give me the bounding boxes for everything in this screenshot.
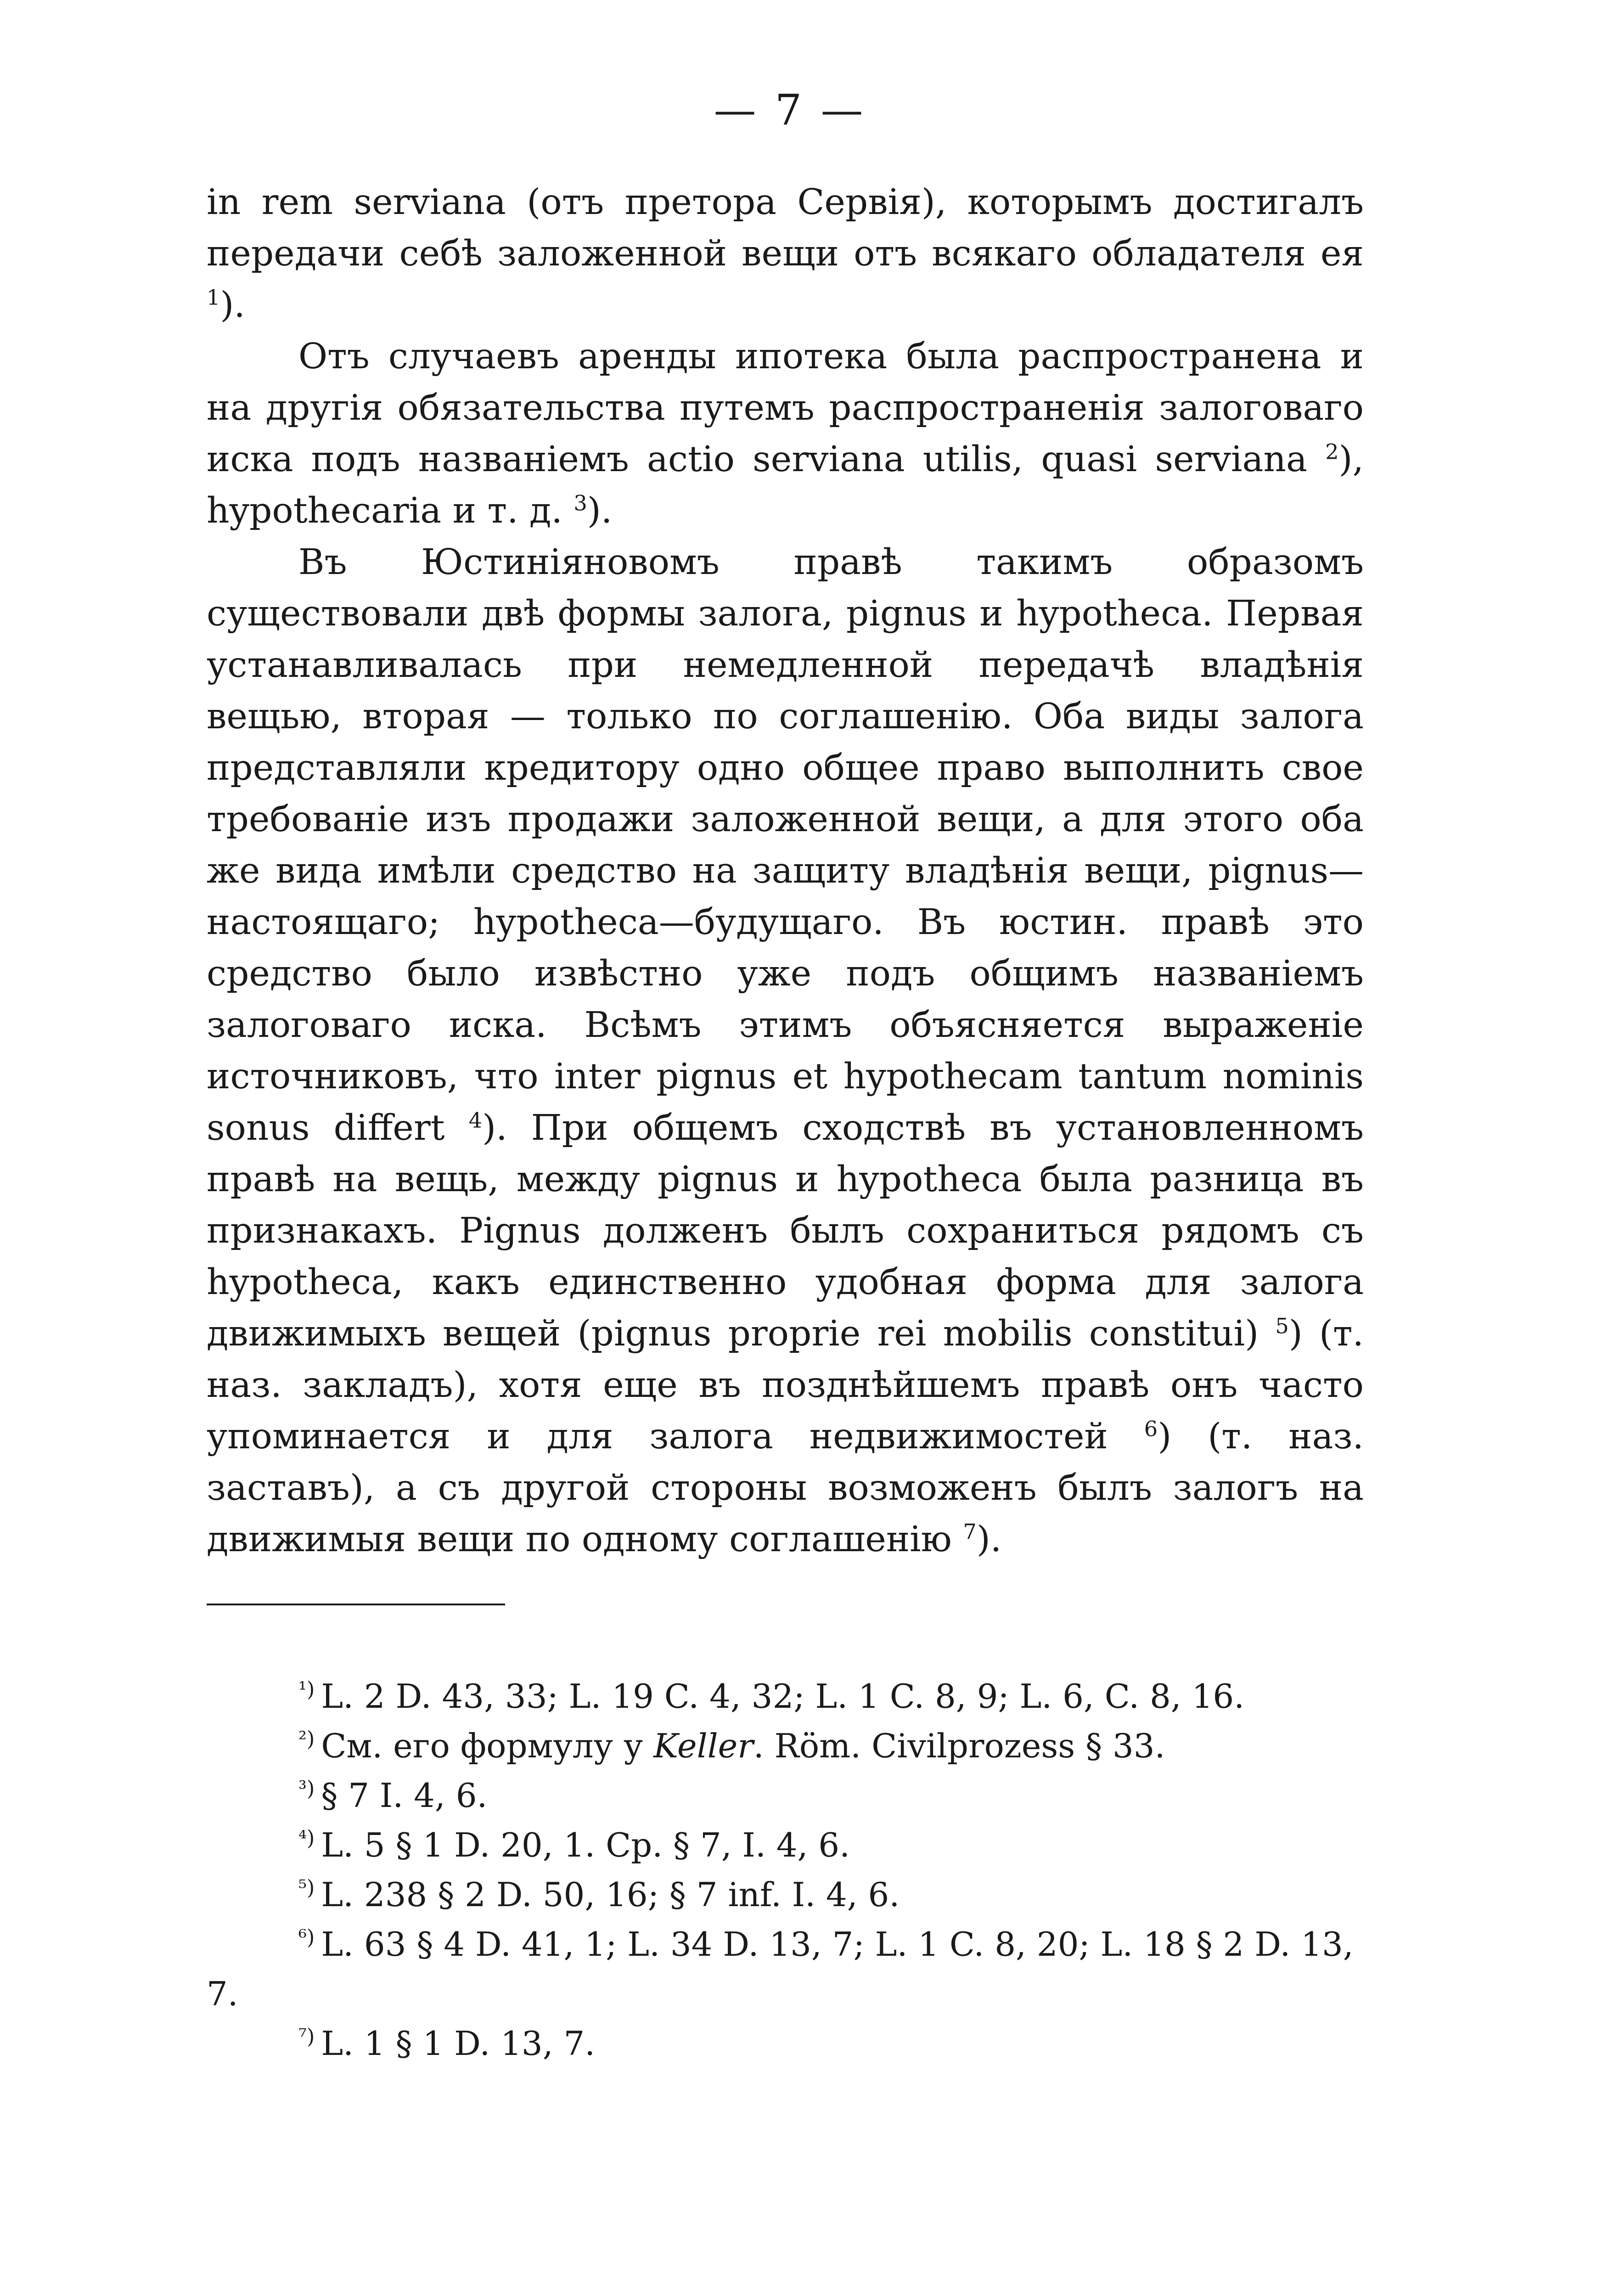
paragraph-text: Въ Юстиніяновомъ правѣ такимъ образомъ существовали двѣ формы залога, pignus и hypotheca. Первая устанавливалась при немедленной передачѣ владѣнія вещью, вторая — только по соглашенію. Оба виды залога представляли кредитору одно общее право выполнить свое требованіе изъ продажи заложенной вещи, а для этого оба же вида имѣли средство на защиту владѣнія вещи, pignus—настоящаго; hypotheca—будущаго. Въ юстин. правѣ это средство было извѣстно уже подъ общимъ названіемъ залоговаго иска. Всѣмъ этимъ объясняется выраженіе источниковъ, что inter pignus et hypothecam tantum nominis sonus differt [207, 542, 1364, 1148]
paragraph-text: ). При общемъ сходствѣ въ установленномъ правѣ на вещь, между pignus и hypotheca была разница въ признакахъ. Pignus долженъ былъ сохраниться рядомъ съ hypotheca, какъ единственно удобная форма для залога движимыхъ вещей (pignus proprie rei mobilis constitui) [207, 1108, 1364, 1354]
paragraph-text: Отъ случаевъ аренды ипотека была распространена и на другія обязательства путемъ распространенія залоговаго иска подъ названіемъ actio serviana utilis, quasi serviana [207, 336, 1364, 480]
footnote-mark: ⁴) [298, 1826, 315, 1850]
main-text [207, 177, 1364, 1565]
footnote-author: Keller [653, 1727, 754, 1765]
footnote-2 [207, 1721, 1364, 1771]
footnote-7 [207, 2019, 1364, 2068]
footnote-3 [207, 1771, 1364, 1820]
paragraph-text: ) (т. наз. заставъ), а съ другой стороны возможенъ былъ залогъ на движимыя вещи по одному соглашенію [207, 1416, 1364, 1560]
paragraph-1 [207, 177, 1364, 331]
footnote-text: L. 5 § 1 D. 20, 1. Cp. § 7, I. 4, 6. [321, 1826, 850, 1864]
paragraph-text: ). [220, 285, 245, 326]
paragraph-text: ), hypothecaria и т. д. [207, 439, 1364, 531]
paragraph-2 [207, 331, 1364, 537]
paragraph-text: in rem serviana (отъ претора Сервія), которымъ достигалъ передачи себѣ заложенной вещи отъ всякаго обладателя ея [207, 182, 1364, 274]
paragraph-text: ) (т. наз. закладъ), хотя еще въ позднѣйшемъ правѣ онъ часто упоминается и для залога недвижимостей [207, 1313, 1364, 1457]
footnote-reference[interactable]: 6 [1144, 1416, 1158, 1441]
footnote-divider [207, 1604, 505, 1605]
footnote-mark: ⁷) [298, 2025, 315, 2048]
footnote-text: L. 2 D. 43, 33; L. 19 C. 4, 32; L. 1 C. 8, 9; L. 6, C. 8, 16. [321, 1677, 1245, 1716]
footnote-reference[interactable]: 2 [1325, 439, 1339, 464]
footnote-mark: ¹) [298, 1677, 315, 1701]
paragraph-text: ). [587, 490, 613, 531]
footnote-mark: ⁵) [298, 1876, 315, 1900]
footnote-text: L. 1 § 1 D. 13, 7. [321, 2024, 596, 2063]
footnote-reference[interactable]: 5 [1275, 1313, 1289, 1339]
footnote-4 [207, 1820, 1364, 1870]
footnote-reference[interactable]: 7 [963, 1519, 977, 1544]
footnotes [207, 1671, 1364, 2068]
footnote-text: См. его формулу у [321, 1727, 654, 1765]
paragraph-text: ). [976, 1519, 1002, 1560]
footnote-reference[interactable]: 4 [468, 1108, 483, 1133]
footnote-mark: ⁶) [298, 1925, 315, 1949]
footnote-text: . Röm. Civilprozess § 33. [753, 1727, 1165, 1765]
footnote-5 [207, 1870, 1364, 1919]
footnote-text: § 7 I. 4, 6. [321, 1776, 488, 1815]
footnote-text: L. 238 § 2 D. 50, 16; § 7 inf. I. 4, 6. [321, 1875, 900, 1914]
footnote-1 [207, 1671, 1364, 1721]
footnote-mark: ²) [298, 1727, 315, 1751]
footnote-mark: ³) [298, 1777, 315, 1801]
paragraph-3 [207, 537, 1364, 1565]
footnote-text: L. 63 § 4 D. 41, 1; L. 34 D. 13, 7; L. 1 C. 8, 20; L. 18 § 2 D. 13, 7. [207, 1925, 1354, 2013]
footnote-6 [207, 1919, 1364, 2019]
footnote-reference[interactable]: 1 [207, 285, 220, 310]
page-number: — 7 — [714, 85, 866, 135]
footnote-reference[interactable]: 3 [574, 490, 587, 516]
